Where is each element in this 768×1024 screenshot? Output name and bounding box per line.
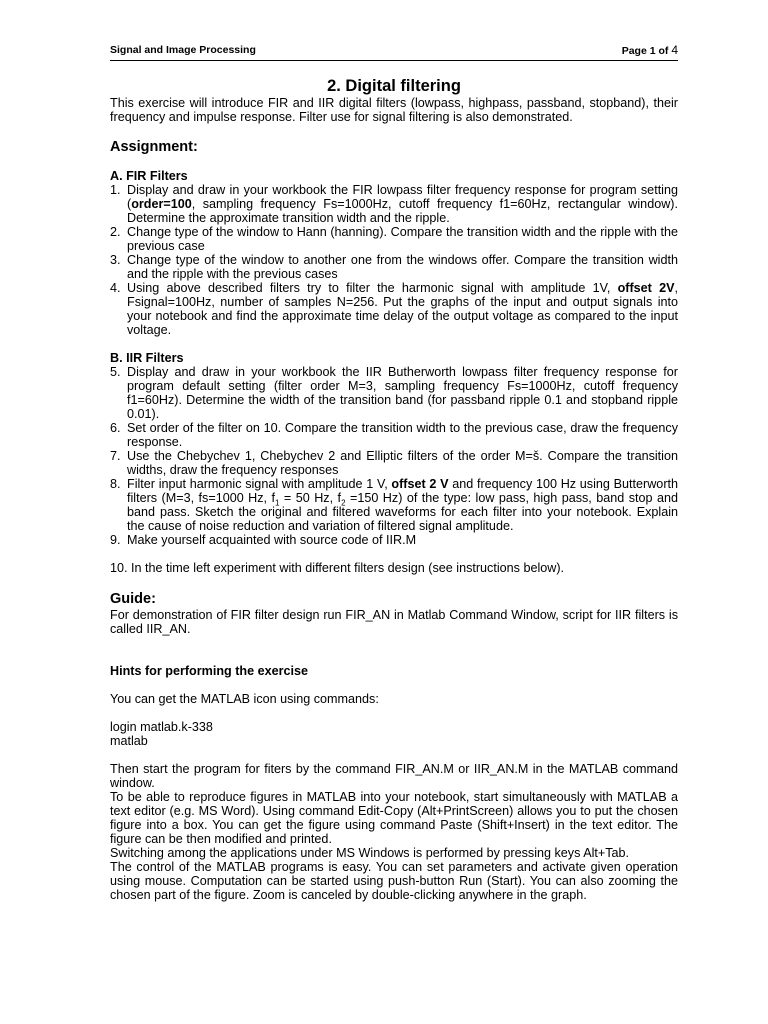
header-page-number: Page 1 of 4	[621, 43, 678, 57]
command-line: matlab	[110, 734, 148, 748]
page-header	[110, 44, 678, 61]
intro-paragraph: This exercise will introduce FIR and IIR digital filters (lowpass, highpass, passband, stopband), their frequency and impulse response. Filter use for signal filtering is also demonstrated.	[110, 96, 678, 124]
section-b-title: B. IIR Filters	[110, 351, 184, 365]
command-line: login matlab.k-338	[110, 720, 213, 734]
fir-task-list	[110, 183, 678, 337]
header-course-title: Signal and Image Processing	[110, 44, 256, 56]
guide-paragraph: For demonstration of FIR filter design run FIR_AN in Matlab Command Window, script for IIR filters is called IIR_AN.	[110, 608, 678, 636]
list-item: 4. Using above described filters try to filter the harmonic signal with amplitude 1V, offset 2V, Fsignal=100Hz, number of samples N=256. Put the graphs of the input and output signals into your notebook and find the approximate time delay of the output voltage as compared to the input voltage.	[110, 281, 679, 337]
hints-paragraph: The control of the MATLAB programs is easy. You can set parameters and activate given operation using mouse. Computation can be started using push-button Run (Start). You can also zooming the chosen part of the figure. Zoom is canceled by double-clicking anywhere in the graph.	[110, 860, 678, 902]
guide-heading: Guide:	[110, 591, 156, 607]
task-10: 10. In the time left experiment with different filters design (see instructions below).	[110, 561, 565, 575]
hints-paragraph: Then start the program for fiters by the command FIR_AN.M or IIR_AN.M in the MATLAB command window.	[110, 762, 678, 790]
list-item: 9. Make yourself acquainted with source code of IIR.M	[110, 533, 417, 547]
assignment-heading: Assignment:	[110, 139, 198, 155]
list-item: 1. Display and draw in your workbook the FIR lowpass filter frequency response for program setting (order=100, sampling frequency Fs=1000Hz, cutoff frequency f1=60Hz, rectangular window). Determine the approximate transition width and the ripple.	[110, 183, 678, 225]
document-body	[110, 76, 678, 902]
list-item: 2. Change type of the window to Hann (hanning). Compare the transition width and the ripple with the previous case	[110, 225, 678, 253]
list-item: 7. Use the Chebychev 1, Chebychev 2 and Elliptic filters of the order M=š. Compare the transition widths, draw the frequency responses	[110, 449, 678, 477]
hints-paragraph: You can get the MATLAB icon using commands:	[110, 692, 379, 706]
hints-paragraph: To be able to reproduce figures in MATLAB into your notebook, start simultaneously with MATLAB a text editor (e.g. MS Word). Using command Edit-Copy (Alt+PrintScreen) allows you to put the chosen figure into a box. You can get the figure using command Paste (Shift+Insert) in the text editor. The figure can be then modified and printed.	[110, 790, 678, 846]
hints-title: Hints for performing the exercise	[110, 664, 309, 678]
hints-paragraph: Switching among the applications under MS Windows is performed by pressing keys Alt+Tab.	[110, 846, 630, 860]
list-item: 5. Display and draw in your workbook the IIR Butherworth lowpass filter frequency response for program default setting (filter order M=3, sampling frequency Fs=1000Hz, cutoff frequency f1=60Hz). Determine the width of the transition band (for passband ripple 0.1 and stopband ripple 0.01).	[110, 365, 678, 421]
iir-task-list	[110, 365, 678, 547]
list-item: 3. Change type of the window to another one from the windows offer. Compare the transition width and the ripple with the previous cases	[110, 253, 678, 281]
list-item: 6. Set order of the filter on 10. Compare the transition width to the previous case, draw the frequency response.	[110, 421, 678, 449]
document-title: 2. Digital filtering	[327, 77, 461, 95]
section-a-title: A. FIR Filters	[110, 169, 188, 183]
list-item: 8. Filter input harmonic signal with amplitude 1 V, offset 2 V and frequency 100 Hz using Butterworth filters (M=3, fs=1000 Hz, $f_1 = 50$ Hz, $f_2 =150$ Hz) of the type: low pass, high pass, band stop and band pass. Sketch the original and filtered waveforms for each filter into your notebook. Explain the cause of noise reduction and variation of filtered signal amplitude.	[110, 477, 679, 533]
